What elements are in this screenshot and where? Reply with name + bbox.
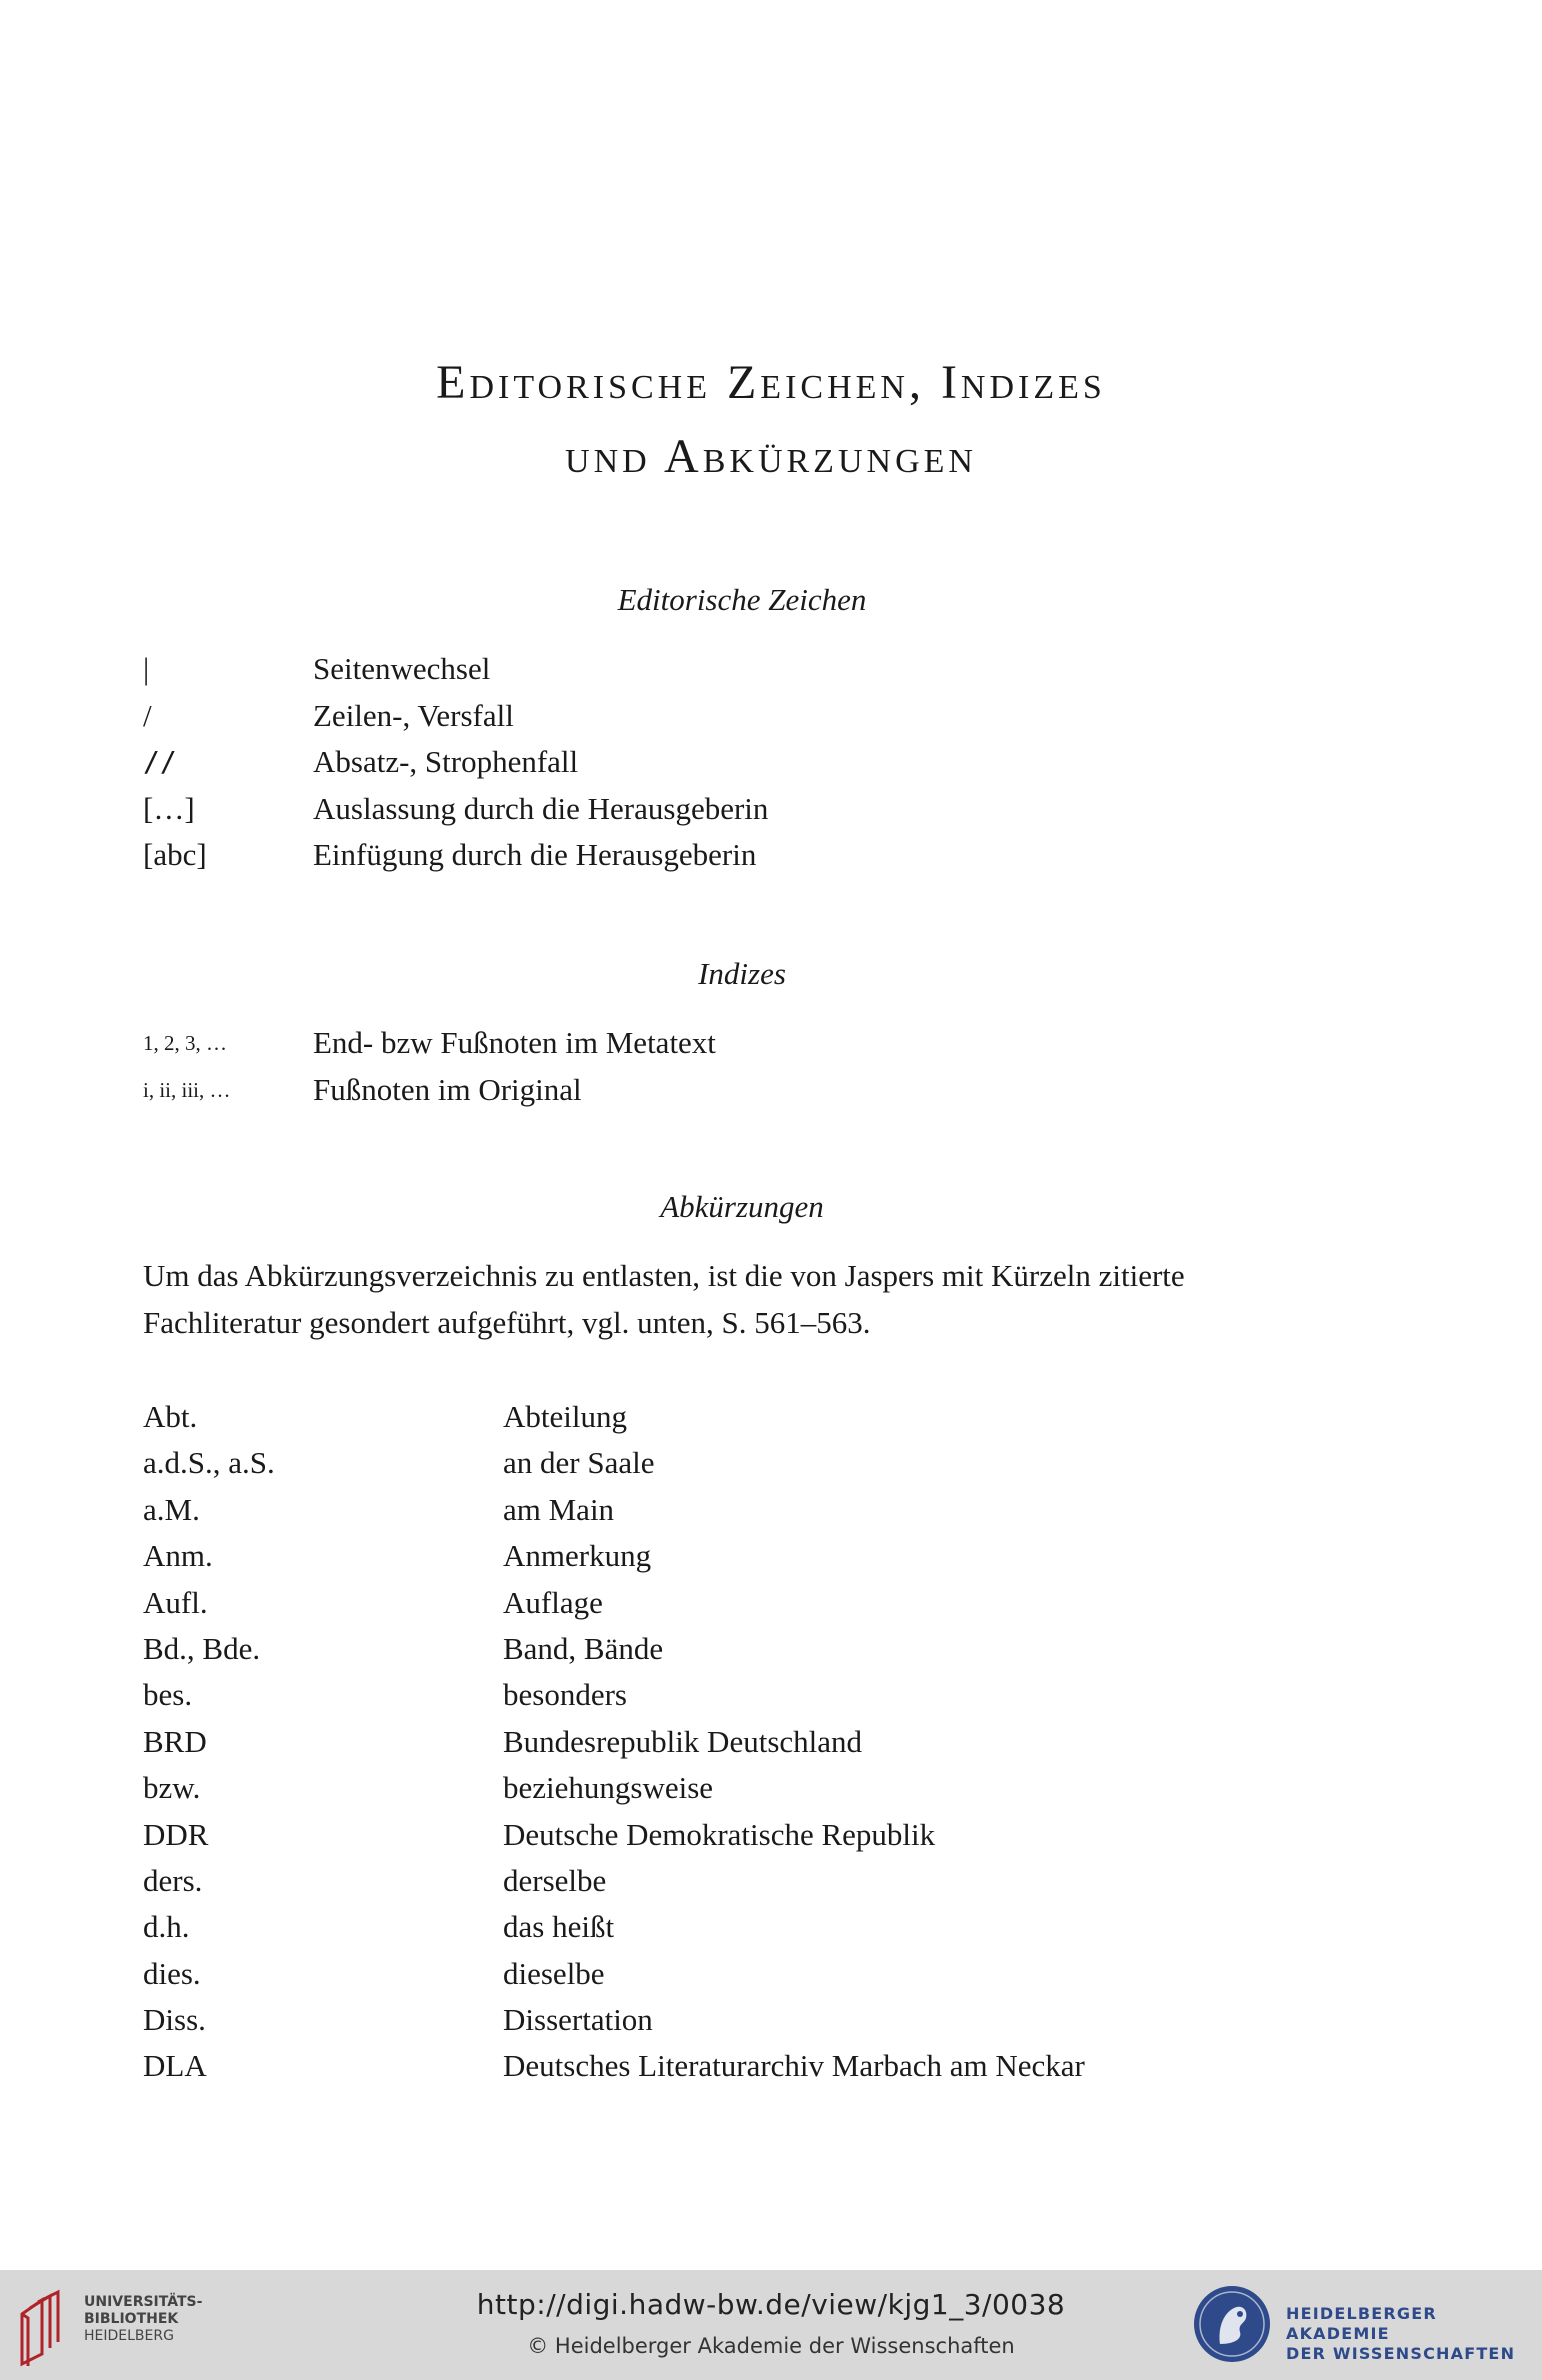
list-item bbox=[143, 1765, 1383, 1811]
list-item bbox=[143, 1067, 1383, 1114]
abbreviation-meaning: an der Saale bbox=[503, 1445, 655, 1481]
sign-meaning: Seitenwechsel bbox=[313, 651, 491, 686]
list-item bbox=[143, 739, 1383, 786]
list-item bbox=[143, 1487, 1383, 1533]
list-item bbox=[143, 1812, 1383, 1858]
footer-bar bbox=[0, 2270, 1542, 2380]
list-item bbox=[143, 646, 1383, 693]
abbreviation: a.M. bbox=[143, 1491, 200, 1527]
list-item bbox=[143, 1394, 1383, 1440]
list-item bbox=[143, 1672, 1383, 1718]
sign-symbol: / bbox=[143, 697, 152, 733]
abbreviation-meaning: Bundesrepublik Deutschland bbox=[503, 1723, 863, 1759]
list-item bbox=[143, 1904, 1383, 1950]
abbreviation: bzw. bbox=[143, 1770, 201, 1806]
abbreviation-meaning: Deutsche Demokratische Republik bbox=[503, 1816, 936, 1852]
list-item bbox=[143, 693, 1383, 740]
abbreviation: DDR bbox=[143, 1816, 209, 1852]
list-item bbox=[143, 1997, 1383, 2043]
list-item bbox=[143, 1626, 1383, 1672]
abbreviation: Abt. bbox=[143, 1399, 198, 1434]
abbreviations-list bbox=[143, 1394, 1383, 2090]
list-item bbox=[143, 2043, 1383, 2089]
list-item bbox=[143, 1020, 1383, 1067]
list-item bbox=[143, 1858, 1383, 1904]
abbreviation: DLA bbox=[143, 2048, 207, 2084]
list-item bbox=[143, 1533, 1383, 1579]
sign-meaning: Auslassung durch die Herausgeberin bbox=[313, 790, 769, 826]
abbreviation-meaning: am Main bbox=[503, 1491, 615, 1527]
document-url-link[interactable]: http://digi.hadw-bw.de/view/kjg1_3/0038 bbox=[476, 2288, 1066, 2321]
sign-symbol: // bbox=[143, 745, 177, 778]
list-item bbox=[143, 1580, 1383, 1626]
sign-symbol: | bbox=[143, 651, 150, 686]
logo-text: HEIDELBERGER AKADEMIE bbox=[1286, 2304, 1437, 2343]
abbreviation: Aufl. bbox=[143, 1584, 208, 1620]
abbreviation: Bd., Bde. bbox=[143, 1630, 261, 1666]
abbreviation: d.h. bbox=[143, 1909, 190, 1945]
page-title-line-1: Editorische Zeichen, Indizes bbox=[436, 356, 1106, 409]
abbreviation-meaning: Band, Bände bbox=[503, 1630, 664, 1666]
abbreviation-meaning: Dissertation bbox=[503, 2002, 653, 2038]
section-heading-abbreviations: Abkürzungen bbox=[660, 1189, 824, 1224]
copyright-text: © Heidelberger Akademie der Wissenschaften bbox=[527, 2334, 1015, 2358]
index-meaning: Fußnoten im Original bbox=[313, 1071, 582, 1107]
abbreviation: bes. bbox=[143, 1677, 193, 1713]
abbreviation-meaning: Anmerkung bbox=[503, 1538, 652, 1574]
abbreviation: a.d.S., a.S. bbox=[143, 1445, 275, 1481]
abbreviation: Anm. bbox=[143, 1538, 213, 1574]
sign-meaning: Zeilen-, Versfall bbox=[313, 697, 514, 733]
abbreviation: ders. bbox=[143, 1862, 203, 1898]
intro-line: Um das Abkürzungsverzeichnis zu entlasten, ist die von Jaspers mit Kürzeln zitierte bbox=[143, 1258, 1185, 1293]
intro-line: Fachliteratur gesondert aufgeführt, vgl. unten, S. 561–563. bbox=[143, 1305, 871, 1340]
abbreviation-meaning: Auflage bbox=[503, 1584, 603, 1620]
sign-symbol: […] bbox=[143, 790, 195, 826]
abbreviation-meaning: derselbe bbox=[503, 1862, 607, 1898]
logo-text: BIBLIOTHEK bbox=[84, 2311, 179, 2327]
abbreviation-meaning: dieselbe bbox=[503, 1955, 605, 1991]
indices-list bbox=[143, 1020, 1383, 1113]
abbreviation: dies. bbox=[143, 1955, 201, 1991]
index-meaning: End- bzw Fußnoten im Metatext bbox=[313, 1025, 716, 1060]
index-symbol: i, ii, iii, … bbox=[143, 1077, 231, 1102]
list-item bbox=[143, 1440, 1383, 1486]
abbreviation-meaning: beziehungsweise bbox=[503, 1770, 714, 1806]
list-item bbox=[143, 786, 1383, 833]
section-heading-signs: Editorische Zeichen bbox=[617, 582, 867, 617]
abbreviation-meaning: das heißt bbox=[503, 1909, 615, 1945]
abbreviation-meaning: Deutsches Literaturarchiv Marbach am Neckar bbox=[503, 2048, 1085, 2084]
list-item bbox=[143, 832, 1383, 879]
abbreviation-meaning: Abteilung bbox=[503, 1399, 627, 1434]
list-item bbox=[143, 1951, 1383, 1997]
index-symbol: 1, 2, 3, … bbox=[143, 1031, 227, 1055]
logo-text: DER WISSENSCHAFTEN bbox=[1286, 2344, 1516, 2363]
abbreviation-meaning: besonders bbox=[503, 1677, 627, 1713]
sign-meaning: Einfügung durch die Herausgeberin bbox=[313, 837, 757, 872]
academy-logo[interactable] bbox=[1190, 2282, 1530, 2370]
abbreviation: Diss. bbox=[143, 2002, 206, 2038]
section-heading-indices: Indizes bbox=[698, 956, 786, 991]
academy-seal-icon bbox=[1190, 2282, 1274, 2366]
abbreviations-intro bbox=[143, 1252, 1403, 1346]
logo-text: UNIVERSITÄTS- bbox=[84, 2294, 203, 2310]
sign-meaning: Absatz-, Strophenfall bbox=[313, 744, 579, 779]
abbreviation: BRD bbox=[143, 1723, 207, 1759]
signs-list bbox=[143, 646, 1383, 879]
list-item bbox=[143, 1719, 1383, 1765]
page-title-line-2: und Abkürzungen bbox=[565, 430, 977, 483]
logo-text: HEIDELBERG bbox=[84, 2328, 174, 2344]
sign-symbol: [abc] bbox=[143, 837, 207, 872]
